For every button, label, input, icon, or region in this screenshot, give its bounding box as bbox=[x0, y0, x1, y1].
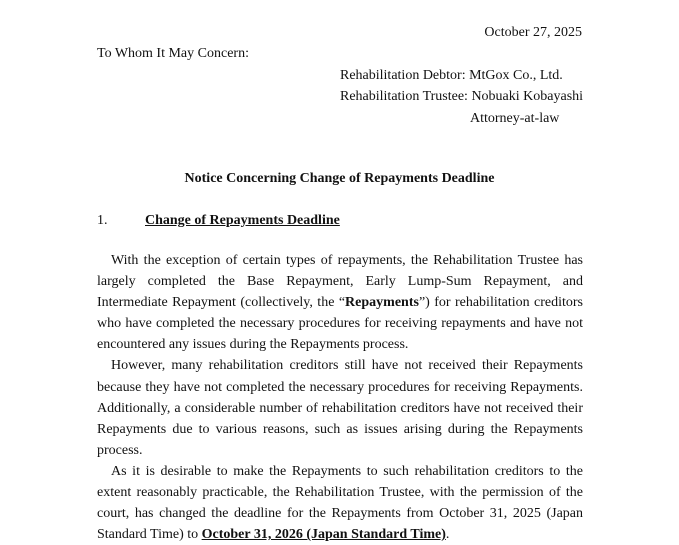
paragraph-3 bbox=[97, 461, 583, 545]
notice-title: Notice Concerning Change of Repayments Deadline bbox=[184, 171, 495, 186]
letter-date: October 27, 2025 bbox=[484, 25, 582, 40]
repayments-defined-term: Repayments bbox=[345, 295, 419, 311]
section-title: Change of Repayments Deadline bbox=[145, 213, 340, 228]
trustee-title: Attorney-at-law bbox=[470, 111, 560, 126]
new-deadline: October 31, 2026 (Japan Standard Time) bbox=[201, 527, 446, 543]
section-number: 1. bbox=[97, 213, 108, 228]
paragraph-1 bbox=[97, 250, 583, 355]
paragraph-3-text: As it is desirable to make the Repayments to such rehabilitation creditors to the extent reasonably practicable, the Rehabilitation Trustee, with the permission of the court, has changed the deadline for the Repayments from October 31, 2025 (Japan Standard Time) to bbox=[97, 463, 583, 543]
paragraph-1-text-a: With the exception of certain types of repayments, the Rehabilitation Trustee has largely completed the Base Repayment, Early Lump-Sum Repayment, and Intermediate Repayment (collectively, the “ bbox=[97, 253, 583, 311]
rehabilitation-debtor: Rehabilitation Debtor: MtGox Co., Ltd. bbox=[340, 68, 563, 83]
rehabilitation-trustee: Rehabilitation Trustee: Nobuaki Kobayashi bbox=[340, 89, 584, 104]
salutation: To Whom It May Concern: bbox=[97, 46, 249, 61]
notice-body bbox=[97, 250, 583, 545]
paragraph-2: However, many rehabilitation creditors still have not received their Repayments because they have not completed the necessary procedures for receiving Repayments. Additionally, a considerable number of rehabilitation creditors have not received their Repayments due to various reasons, such as issues arising during the Repayments process. bbox=[97, 358, 583, 458]
paragraph-3-end: . bbox=[445, 527, 450, 543]
paragraph-1-text-b: ”) for rehabilitation creditors who have completed the necessary procedures for receiving repayments and have not encountered any issues during the Repayments process. bbox=[97, 295, 584, 353]
